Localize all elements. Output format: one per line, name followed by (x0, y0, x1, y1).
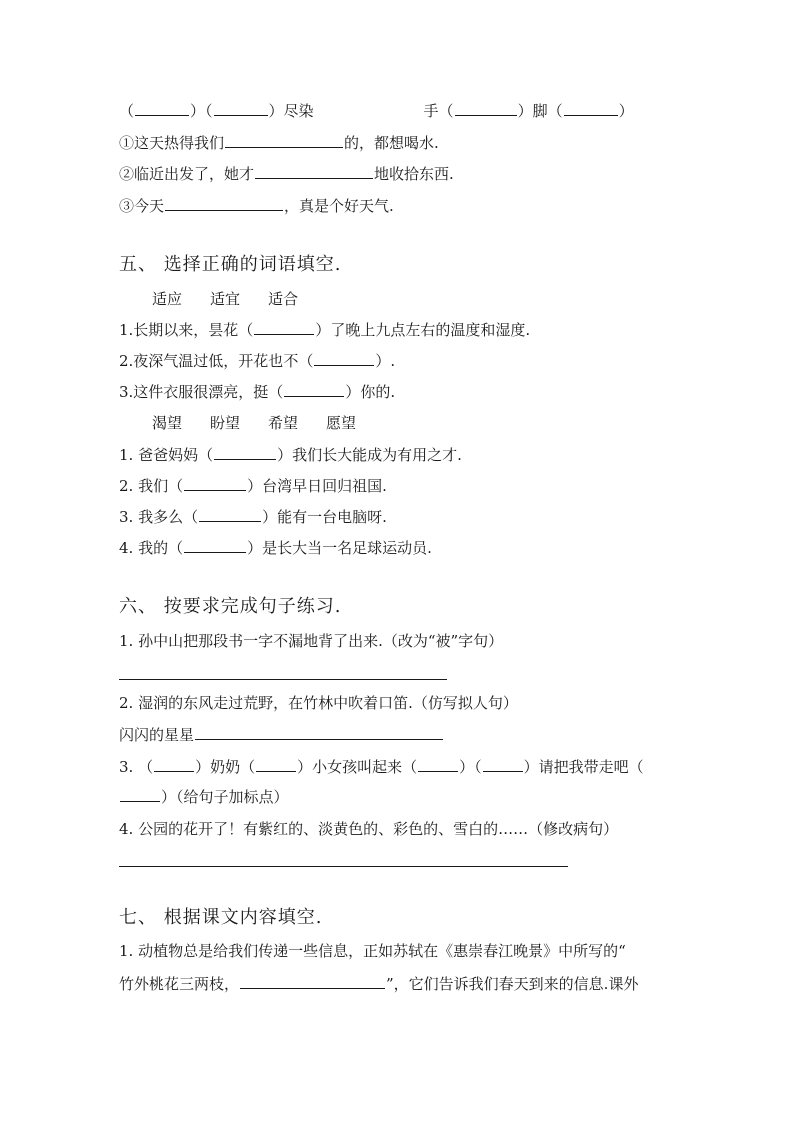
idiom-blank-1[interactable] (135, 101, 189, 116)
question-5-7 (119, 538, 432, 558)
sentence-text: ，真是个好天气. (284, 197, 394, 215)
answer-blank[interactable] (254, 320, 314, 335)
word-option: 希望 (268, 414, 299, 432)
question-text: ）了晚上九点左右的温度和湿度. (315, 321, 531, 339)
sentence-blank-3[interactable] (165, 196, 283, 211)
section-7-heading: 七、 根据课文内容填空. (119, 907, 323, 928)
question-6-3 (119, 757, 644, 777)
answer-blank[interactable] (195, 725, 443, 740)
answer-blank[interactable] (284, 382, 344, 397)
answer-blank[interactable] (240, 974, 385, 989)
paren-close: ） (618, 102, 634, 120)
question-text: ）请把我带走吧（ (523, 758, 644, 776)
question-text: ）是长大当一名足球运动员. (247, 539, 432, 557)
question-6-4: 4. 公园的花开了！有紫红的、淡黄色的、彩色的、雪白的……（修改病句） (119, 820, 619, 838)
paren-open: （ (119, 102, 135, 120)
punct-blank[interactable] (154, 757, 194, 772)
punct-blank[interactable] (483, 757, 523, 772)
question-text: 3.这件衣服很漂亮，挺（ (119, 383, 284, 401)
word-bank-2 (152, 413, 384, 433)
question-text: 2. 我们（ (119, 477, 184, 495)
sentence-blank-1[interactable] (225, 133, 343, 148)
word-option: 适合 (268, 290, 299, 308)
sentence-text: ③今天 (119, 197, 165, 215)
idiom-suffix: ）尽染 (268, 102, 314, 120)
word-option: 盼望 (210, 414, 241, 432)
sentence-fill-1 (119, 133, 439, 153)
punct-blank[interactable] (418, 757, 458, 772)
section-5-heading: 五、 选择正确的词语填空. (119, 254, 342, 275)
sentence-text: ①这天热得我们 (119, 134, 225, 152)
idiom-blank-2[interactable] (214, 101, 268, 116)
question-5-1 (119, 320, 530, 340)
answer-line[interactable] (119, 679, 447, 680)
idiom-fill-row (119, 101, 634, 121)
question-6-3-cont (119, 787, 289, 807)
idiom-blank-4[interactable] (564, 101, 618, 116)
question-text: ）奶奶（ (195, 758, 256, 776)
question-text: ）我们长大能成为有用之才. (277, 446, 462, 464)
question-5-4 (119, 445, 462, 465)
answer-blank[interactable] (184, 476, 246, 491)
answer-blank[interactable] (214, 445, 276, 460)
question-text: ”，它们告诉我们春天到来的信息.课外 (386, 975, 639, 993)
question-6-1: 1. 孙中山把那段书一字不漏地背了出来.（改为“被”字句） (119, 632, 504, 650)
question-text: 3. 我多么（ (119, 508, 199, 526)
question-text: 1. 爸爸妈妈（ (119, 446, 214, 464)
question-5-2 (119, 351, 395, 371)
question-text: 闪闪的星星 (119, 726, 195, 744)
word-bank-1 (152, 289, 326, 309)
question-6-2-fill (119, 725, 444, 745)
answer-blank[interactable] (184, 538, 246, 553)
question-text: 4. 我的（ (119, 539, 184, 557)
question-text: ）你的. (345, 383, 396, 401)
question-5-3 (119, 382, 395, 402)
answer-blank[interactable] (314, 351, 374, 366)
sentence-blank-2[interactable] (255, 164, 373, 179)
question-7-1-cont (119, 974, 638, 994)
question-text: ）能有一台电脑呀. (262, 508, 387, 526)
word-option: 渴望 (152, 414, 183, 432)
question-text: 竹外桃花三两枝， (119, 975, 240, 993)
idiom2-prefix: 手（ (423, 102, 454, 120)
sentence-text: 地收拾东西. (374, 165, 454, 183)
paren-mid: ）（ (190, 102, 213, 120)
word-option: 愿望 (326, 414, 357, 432)
answer-line[interactable] (119, 866, 568, 867)
sentence-text: ②临近出发了，她才 (119, 165, 255, 183)
question-text: ）（给句子加标点） (161, 788, 289, 806)
question-6-2: 2. 湿润的东风走过荒野，在竹林中吹着口笛.（仿写拟人句） (119, 694, 518, 712)
question-text: 2.夜深气温过低，开花也不（ (119, 352, 314, 370)
question-5-5 (119, 476, 387, 496)
question-text: ）（ (459, 758, 482, 776)
idiom-blank-3[interactable] (455, 101, 517, 116)
question-text: ）. (375, 352, 396, 370)
question-text: ）台湾早日回归祖国. (247, 477, 387, 495)
idiom2-mid: ）脚（ (517, 102, 563, 120)
word-option: 适宜 (210, 290, 241, 308)
sentence-fill-2 (119, 164, 454, 184)
section-6-heading: 六、 按要求完成句子练习. (119, 596, 342, 617)
word-option: 适应 (152, 290, 183, 308)
sentence-fill-3 (119, 196, 394, 216)
question-7-1: 1. 动植物总是给我们传递一些信息，正如苏轼在《惠崇春江晚景》中所写的“ (119, 942, 626, 960)
question-5-6 (119, 507, 387, 527)
answer-blank[interactable] (199, 507, 261, 522)
sentence-text: 的，都想喝水. (344, 134, 439, 152)
punct-blank[interactable] (120, 787, 160, 802)
question-text: ）小女孩叫起来（ (297, 758, 418, 776)
question-text: 3. （ (119, 758, 154, 776)
question-text: 1.长期以来，昙花（ (119, 321, 254, 339)
punct-blank[interactable] (256, 757, 296, 772)
